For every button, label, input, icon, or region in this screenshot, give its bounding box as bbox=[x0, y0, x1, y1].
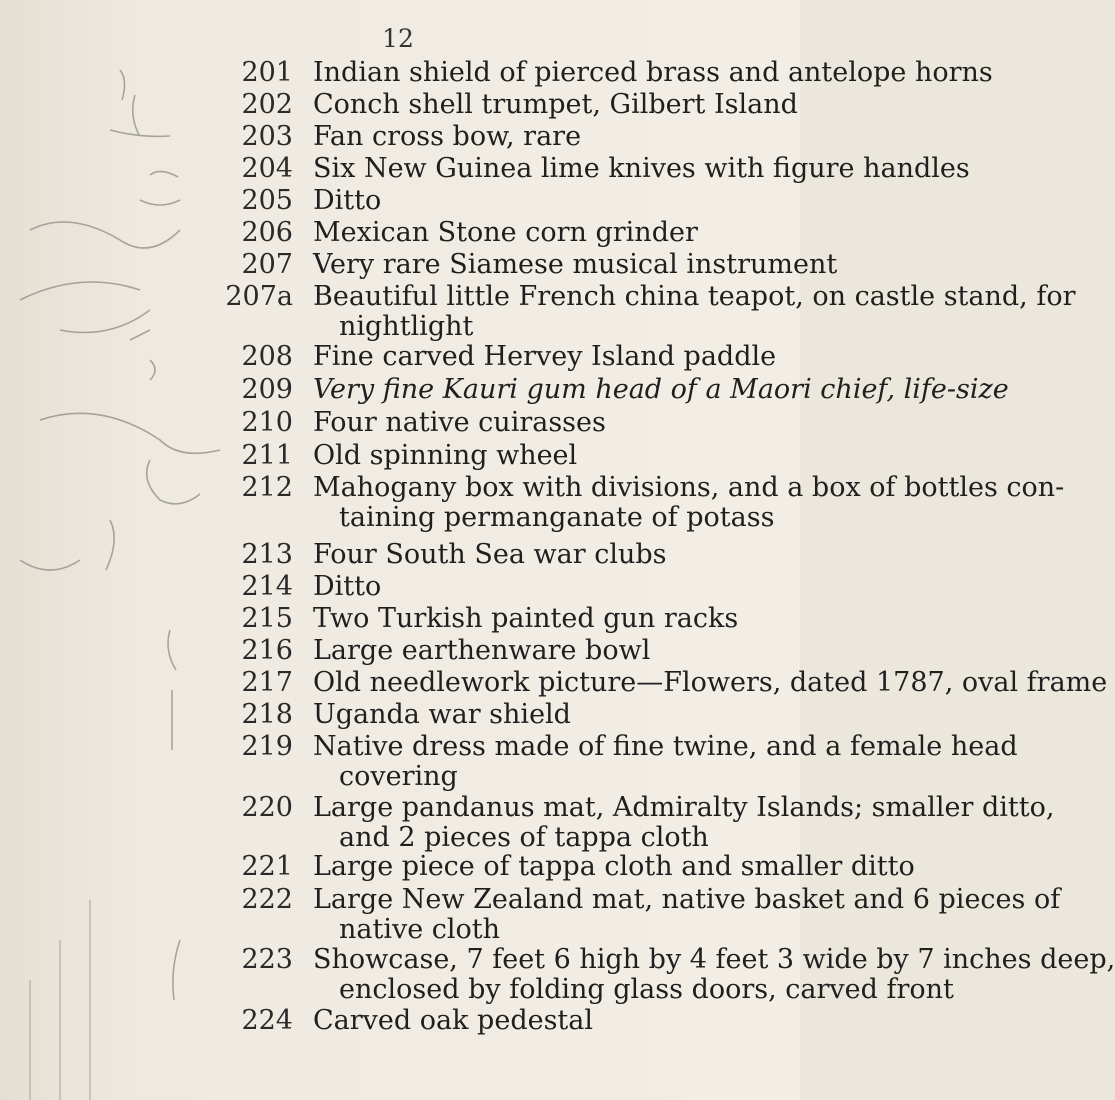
lot-description-line: Uganda war shield bbox=[313, 699, 571, 730]
lot-number: 213 bbox=[241, 539, 293, 570]
lot-description-line: Large New Zealand mat, native basket and 6 pieces of bbox=[313, 884, 1061, 915]
lot-description bbox=[313, 667, 1108, 698]
lot-description bbox=[313, 57, 993, 88]
lot-number: 207 bbox=[241, 249, 293, 280]
lot-description-line: Beautiful little French china teapot, on castle stand, for bbox=[313, 281, 1076, 312]
lot-description-line: Carved oak pedestal bbox=[313, 1005, 594, 1036]
lot-description-line: Showcase, 7 feet 6 high by 4 feet 3 wide by 7 inches deep, bbox=[313, 944, 1115, 975]
lot-description-line: Very rare Siamese musical instrument bbox=[313, 249, 838, 280]
lot-description bbox=[313, 944, 1115, 1005]
lot-description-line: Mexican Stone corn grinder bbox=[313, 217, 698, 248]
lot-description-line: Old needlework picture—Flowers, dated 1787, oval frame bbox=[313, 667, 1108, 698]
lot-number: 210 bbox=[241, 407, 293, 438]
lot-description-line: Two Turkish painted gun racks bbox=[313, 603, 739, 634]
lot-number: 205 bbox=[241, 185, 293, 216]
lot-number: 214 bbox=[241, 571, 293, 602]
lot-description-line: Very fine Kauri gum head of a Maori chief, life-size bbox=[313, 374, 1009, 405]
lot-description bbox=[313, 700, 793, 730]
lot-number: 216 bbox=[241, 635, 293, 666]
lot-description-continuation: covering bbox=[339, 761, 458, 792]
lot-number: 212 bbox=[241, 472, 293, 503]
lot-number: 211 bbox=[241, 440, 293, 471]
lot-description-line: Native dress made of fine twine, and a female head bbox=[313, 731, 1018, 762]
lot-description bbox=[313, 249, 838, 280]
lot-description-line: Large pandanus mat, Admiralty Islands; smaller ditto, bbox=[313, 792, 1055, 823]
lot-description-line: Ditto bbox=[313, 571, 382, 602]
lot-description bbox=[313, 122, 793, 152]
lot-description bbox=[313, 1006, 793, 1036]
lot-description bbox=[313, 472, 1065, 533]
lot-description bbox=[313, 441, 793, 471]
lot-description-continuation: and 2 pieces of tappa cloth bbox=[339, 822, 709, 853]
lot-number: 221 bbox=[241, 851, 293, 882]
lot-number: 203 bbox=[241, 121, 293, 152]
lot-description-line: Four native cuirasses bbox=[313, 407, 606, 438]
lot-description-line: Mahogany box with divisions, and a box of bottles con- bbox=[313, 472, 1065, 503]
lot-number: 219 bbox=[241, 731, 293, 762]
lot-number: 220 bbox=[241, 792, 293, 823]
lot-description-line: Old spinning wheel bbox=[313, 440, 578, 471]
lot-description bbox=[313, 636, 793, 666]
lot-description bbox=[313, 153, 970, 184]
lot-number: 215 bbox=[241, 603, 293, 634]
lot-description bbox=[313, 342, 793, 372]
lot-number: 204 bbox=[241, 153, 293, 184]
lot-description-continuation: nightlight bbox=[339, 311, 474, 342]
lot-description bbox=[313, 572, 793, 602]
lot-description bbox=[313, 186, 793, 216]
lot-number: 206 bbox=[241, 217, 293, 248]
lot-description bbox=[313, 884, 1061, 945]
lot-description bbox=[313, 218, 793, 248]
lot-description-line: Large earthenware bowl bbox=[313, 635, 651, 666]
lot-description bbox=[313, 792, 1055, 853]
lot-description bbox=[313, 851, 915, 882]
lot-description-line: Large piece of tappa cloth and smaller ditto bbox=[313, 851, 915, 882]
lot-number: 218 bbox=[241, 699, 293, 730]
lot-description-line: Six New Guinea lime knives with figure handles bbox=[313, 153, 970, 184]
lot-number: 208 bbox=[241, 341, 293, 372]
lot-number: 224 bbox=[241, 1005, 293, 1036]
lot-description bbox=[313, 731, 1018, 792]
lot-description-line: Conch shell trumpet, Gilbert Island bbox=[313, 89, 798, 120]
lot-description-continuation: taining permanganate of potass bbox=[339, 502, 775, 533]
lot-number: 222 bbox=[241, 884, 293, 915]
lot-description bbox=[313, 540, 793, 570]
lot-number: 209 bbox=[241, 374, 293, 405]
lot-description-line: Fine carved Hervey Island paddle bbox=[313, 341, 777, 372]
lot-description-line: Four South Sea war clubs bbox=[313, 539, 667, 570]
lot-description bbox=[313, 281, 1076, 342]
lot-number: 207a bbox=[225, 281, 293, 312]
lot-description-line: Indian shield of pierced brass and antelope horns bbox=[313, 57, 993, 88]
lot-description-line: Fan cross bow, rare bbox=[313, 121, 582, 152]
lot-number: 223 bbox=[241, 944, 293, 975]
lot-description bbox=[313, 374, 1009, 405]
lot-description bbox=[313, 408, 793, 438]
lot-number: 217 bbox=[241, 667, 293, 698]
lot-description-continuation: enclosed by folding glass doors, carved front bbox=[339, 974, 954, 1005]
lot-description bbox=[313, 604, 793, 634]
lot-number: 201 bbox=[241, 57, 293, 88]
lot-description bbox=[313, 89, 798, 120]
lot-description-continuation: native cloth bbox=[339, 914, 501, 945]
lot-description-line: Ditto bbox=[313, 185, 382, 216]
page-number: 12 bbox=[382, 24, 414, 53]
lot-number: 202 bbox=[241, 89, 293, 120]
